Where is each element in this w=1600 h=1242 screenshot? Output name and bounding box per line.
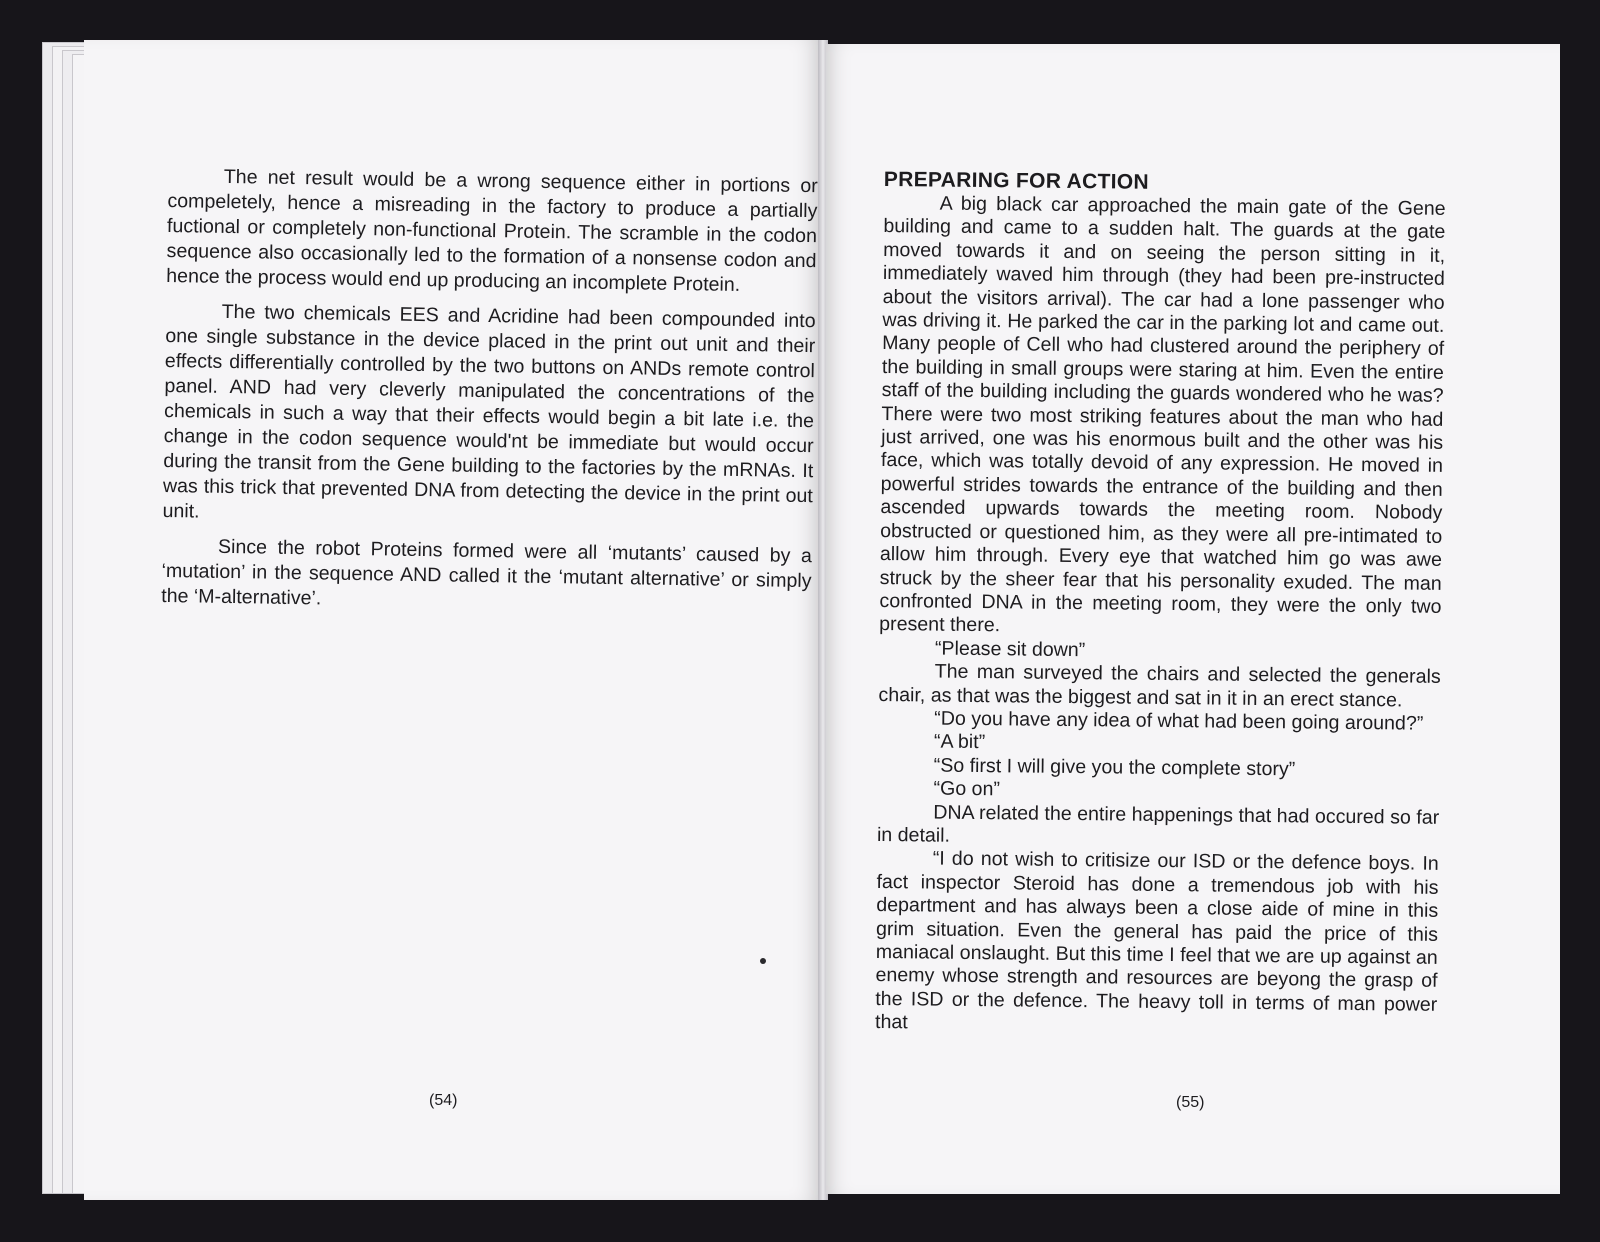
ink-speck — [760, 958, 766, 964]
paragraph: DNA related the entire happenings that had occured so far in detail. — [876, 801, 1440, 847]
paragraph: “Please sit down” — [934, 637, 1086, 661]
left-page-text — [161, 164, 818, 629]
paragraph: “So first I will give you the complete story” — [933, 754, 1296, 781]
right-page — [826, 44, 1560, 1194]
right-page-text — [875, 168, 1446, 1040]
paragraph: The man surveyed the chairs and selected the generals chair, as that was the biggest and sat in it in an erect stance. — [878, 660, 1441, 711]
paragraph: Since the robot Proteins formed were all ‘mutants’ caused by a ‘mutation’ in the sequence AND called it the ‘mutant alternative’ or simply the ‘M-alternative’. — [161, 535, 813, 610]
paragraph: “Do you have any idea of what had been going around?” — [934, 707, 1424, 735]
paragraph: The net result would be a wrong sequence either in portions or compeletely, hence a misreading in the factory to produce a partially fuctional or completely non-functional Protein. The scramble in the codon sequence also occasionally led to the formation of a nonsense codon and hence the process would end up producing an incomplete Protein. — [166, 165, 818, 297]
paragraph: “A bit” — [933, 730, 986, 754]
paragraph: The two chemicals EES and Acridine had been compounded into one single substance in the device placed in the print out unit and their effects differentially controlled by the two buttons on ANDs remote control panel. AND had very cleverly manipulated the concentrations of the chemicals in such a way that their effects would begin a bit late i.e. the change in the codon sequence would'nt be immediate but would occur during the transit from the Gene building to the factories by the mRNAs. It was this trick that prevented DNA from detecting the device in the print out unit. — [162, 300, 816, 523]
page-number: (55) — [1176, 1094, 1205, 1111]
paragraph: “I do not wish to critisize our ISD or the defence boys. In fact inspector Steroid has done a tremendous job with his department and has always been a close aide of mine in this grim situation. Even the general has paid the price of this maniacal onslaught. But this time I feel that we are up against an enemy whose strength and resources are beyong the grasp of the ISD or the defence. The heavy toll in terms of man power that — [874, 847, 1439, 1034]
chapter-title: PREPARING FOR ACTION — [883, 168, 1150, 194]
page-number: (54) — [429, 1092, 458, 1109]
paragraph: A big black car approached the main gate of the Gene building and came to a sudden halt. The guards at the gate moved towards it and on seeing the person sitting in it, immediately waved him through (they had been pre-instructed about the visitors arrival). The car had a lone passenger who was driving it. He parked the car in the parking lot and came out. Many people of Cell who had clustered around the periphery of the building in small groups were staring at him. Even the entire staff of the building including the guards wondered who he was? There were two most striking features about the man who had just arrived, one was his enormous built and the other was his face, which was totally devoid of any expression. He moved in powerful strides towards the entrance of the building and then ascended upwards towards the meeting room. Nobody obstructed or questioned him, as they were all pre-intimated to allow him through. Every eye that watched him go was awe struck by the sheer fear that his personality exuded. The man confronted DNA in the meeting room, they were the only two present there. — [879, 192, 1446, 637]
paragraph: “Go on” — [933, 777, 1001, 801]
left-page — [84, 40, 820, 1200]
